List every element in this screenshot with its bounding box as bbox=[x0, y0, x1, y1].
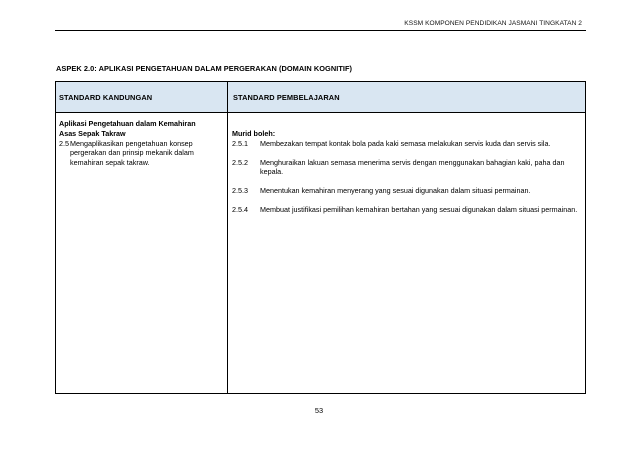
learning-standard-header: STANDARD PEMBELAJARAN bbox=[233, 93, 340, 102]
objective-text: Membuat justifikasi pemilihan kemahiran bertahan yang sesuai digunakan dalam situasi permainan. bbox=[260, 204, 578, 214]
content-standard-item bbox=[59, 139, 223, 168]
objective-number: 2.5.1 bbox=[232, 138, 248, 148]
learning-objective bbox=[232, 139, 578, 149]
column-divider bbox=[227, 82, 228, 393]
content-standard-number: 2.5 bbox=[59, 138, 69, 148]
learning-objective bbox=[232, 186, 578, 196]
objective-number: 2.5.2 bbox=[232, 157, 248, 167]
table-header-row bbox=[56, 82, 585, 113]
learning-intro: Murid boleh: bbox=[232, 129, 276, 138]
objective-text: Menghuraikan lakuan semasa menerima servis dengan menggunakan bahagian kaki, paha dan kepala. bbox=[260, 157, 565, 177]
learning-objective bbox=[232, 158, 578, 178]
objective-text: Membezakan tempat kontak bola pada kaki semasa melakukan servis kuda dan servis sila. bbox=[260, 138, 551, 148]
objective-number: 2.5.3 bbox=[232, 186, 248, 196]
running-header: KSSM KOMPONEN PENDIDIKAN JASMANI TINGKATAN 2 bbox=[404, 20, 582, 27]
learning-standard-cell bbox=[232, 129, 578, 224]
topic-title-line1: Aplikasi Pengetahuan dalam Kemahiran bbox=[59, 119, 196, 128]
topic-title-line2: Asas Sepak Takraw bbox=[59, 128, 126, 138]
objective-number: 2.5.4 bbox=[232, 204, 248, 214]
content-standard-header: STANDARD KANDUNGAN bbox=[59, 93, 153, 102]
header-rule bbox=[55, 30, 586, 31]
objective-text: Menentukan kemahiran menyerang yang sesuai digunakan dalam situasi permainan. bbox=[260, 186, 531, 196]
standards-table bbox=[55, 81, 586, 394]
learning-objective bbox=[232, 205, 578, 215]
content-standard-text: Mengaplikasikan pengetahuan konsep pergerakan dan prinsip mekanik dalam kemahiran sepak takraw. bbox=[70, 138, 194, 168]
content-standard-cell bbox=[59, 119, 223, 168]
page-number: 53 bbox=[314, 406, 324, 415]
aspect-title: ASPEK 2.0: APLIKASI PENGETAHUAN DALAM PERGERAKAN (DOMAIN KOGNITIF) bbox=[56, 64, 353, 73]
